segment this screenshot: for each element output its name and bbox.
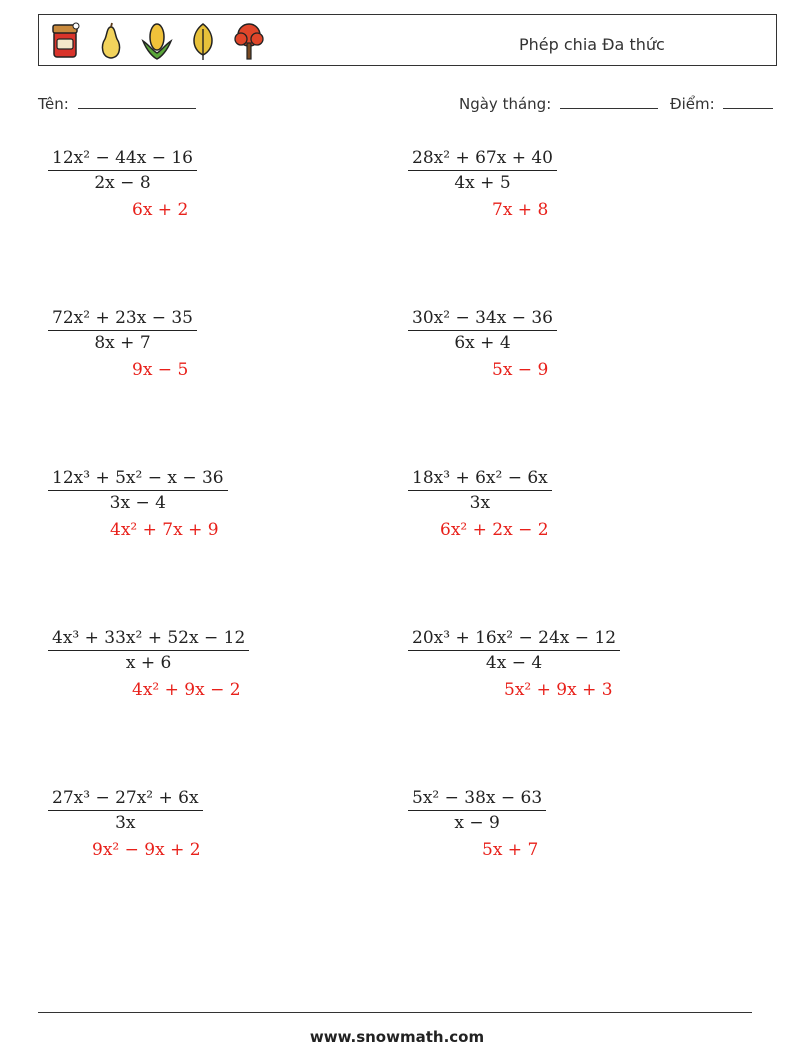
numerator: 30x² − 34x − 36 xyxy=(408,308,557,331)
denominator: x − 9 xyxy=(454,813,500,833)
red-tree-icon xyxy=(231,21,267,61)
jam-jar-icon xyxy=(47,21,83,61)
corn-icon xyxy=(139,21,175,61)
numerator: 5x² − 38x − 63 xyxy=(408,788,546,811)
numerator: 27x³ − 27x² + 6x xyxy=(48,788,203,811)
denominator: 3x xyxy=(469,493,491,513)
fraction xyxy=(48,468,228,513)
problem-1 xyxy=(48,148,197,193)
problem-7 xyxy=(48,628,249,673)
answer: 5x − 9 xyxy=(492,360,549,380)
worksheet-header xyxy=(38,14,777,66)
score-field xyxy=(670,94,773,113)
date-blank[interactable] xyxy=(560,94,658,109)
problem-4 xyxy=(408,308,557,353)
denominator: 2x − 8 xyxy=(94,173,151,193)
denominator: 3x xyxy=(115,813,136,833)
date-field xyxy=(459,94,658,113)
pear-icon xyxy=(93,21,129,61)
answer: 9x² − 9x + 2 xyxy=(92,840,201,860)
answer: 7x + 8 xyxy=(492,200,549,220)
answer: 4x² + 9x − 2 xyxy=(132,680,241,700)
problem-8 xyxy=(408,628,620,673)
answer: 6x + 2 xyxy=(132,200,189,220)
fraction xyxy=(48,148,197,193)
problem-10 xyxy=(408,788,546,833)
answer: 4x² + 7x + 9 xyxy=(110,520,219,540)
fraction xyxy=(408,628,620,673)
footer-divider xyxy=(38,1012,752,1013)
fraction xyxy=(48,788,203,833)
denominator: 8x + 7 xyxy=(94,333,151,353)
denominator: 3x − 4 xyxy=(109,493,166,513)
numerator: 4x³ + 33x² + 52x − 12 xyxy=(48,628,249,651)
answer: 5x² + 9x + 3 xyxy=(504,680,613,700)
name-label: Tên: xyxy=(38,95,69,113)
problem-6 xyxy=(408,468,552,513)
numerator: 72x² + 23x − 35 xyxy=(48,308,197,331)
score-label: Điểm: xyxy=(670,95,715,113)
score-blank[interactable] xyxy=(723,94,773,109)
fraction xyxy=(48,308,197,353)
answer: 6x² + 2x − 2 xyxy=(440,520,549,540)
denominator: 4x + 5 xyxy=(454,173,511,193)
denominator: 6x + 4 xyxy=(454,333,511,353)
problem-2 xyxy=(408,148,557,193)
problem-5 xyxy=(48,468,228,513)
page-title: Phép chia Đa thức xyxy=(519,35,665,54)
numerator: 12x² − 44x − 16 xyxy=(48,148,197,171)
answer: 9x − 5 xyxy=(132,360,189,380)
problem-3 xyxy=(48,308,197,353)
numerator: 12x³ + 5x² − x − 36 xyxy=(48,468,228,491)
name-blank[interactable] xyxy=(78,94,196,109)
fraction xyxy=(408,468,552,513)
numerator: 18x³ + 6x² − 6x xyxy=(408,468,552,491)
fraction xyxy=(48,628,249,673)
name-field xyxy=(38,94,196,113)
numerator: 28x² + 67x + 40 xyxy=(408,148,557,171)
answer: 5x + 7 xyxy=(482,840,539,860)
fraction xyxy=(408,788,546,833)
denominator: x + 6 xyxy=(125,653,172,673)
date-label: Ngày tháng: xyxy=(459,95,552,113)
denominator: 4x − 4 xyxy=(485,653,543,673)
fraction xyxy=(408,148,557,193)
header-icons xyxy=(47,21,267,61)
problem-9 xyxy=(48,788,203,833)
yellow-leaf-icon xyxy=(185,21,221,61)
numerator: 20x³ + 16x² − 24x − 12 xyxy=(408,628,620,651)
footer-site[interactable]: www.snowmath.com xyxy=(309,1028,485,1046)
fraction xyxy=(408,308,557,353)
